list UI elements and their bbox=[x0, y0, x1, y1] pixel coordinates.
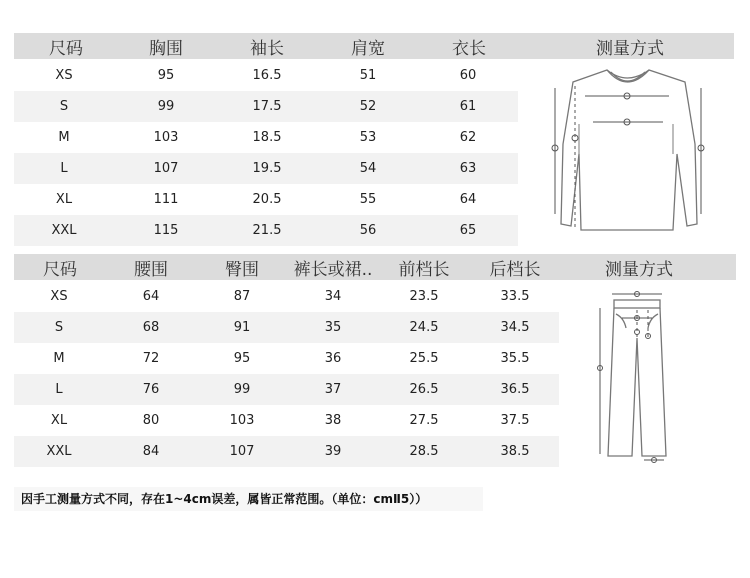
cell: 68 bbox=[142, 320, 160, 335]
table-row bbox=[14, 343, 559, 374]
cell: 91 bbox=[233, 320, 251, 335]
cell: 18.5 bbox=[252, 130, 282, 145]
cell: 107 bbox=[229, 444, 255, 459]
table-row bbox=[14, 374, 559, 405]
cell: S bbox=[54, 320, 64, 335]
cell: 99 bbox=[233, 382, 251, 397]
cell: 23.5 bbox=[409, 289, 439, 304]
cell: 36.5 bbox=[500, 382, 530, 397]
cell: 26.5 bbox=[409, 382, 439, 397]
cell: 72 bbox=[142, 351, 160, 366]
cell: M bbox=[58, 130, 70, 145]
table-row bbox=[14, 184, 518, 215]
table-row bbox=[14, 215, 518, 246]
top-header-sleeve: 袖长 bbox=[250, 38, 284, 59]
cell: 95 bbox=[157, 68, 175, 83]
cell: 34.5 bbox=[500, 320, 530, 335]
cell: 39 bbox=[324, 444, 342, 459]
cell: 63 bbox=[459, 161, 477, 176]
cell: S bbox=[59, 99, 69, 114]
cell: 80 bbox=[142, 413, 160, 428]
bottom-table-header bbox=[14, 254, 736, 280]
table-row bbox=[14, 436, 559, 467]
cell: 103 bbox=[153, 130, 179, 145]
cell: 61 bbox=[459, 99, 477, 114]
cell: XXL bbox=[51, 223, 77, 238]
cell: 20.5 bbox=[252, 192, 282, 207]
bottom-header-size: 尺码 bbox=[43, 259, 77, 280]
cell: 37 bbox=[324, 382, 342, 397]
top-header-length: 衣长 bbox=[452, 38, 486, 59]
cell: 16.5 bbox=[252, 68, 282, 83]
measurement-note bbox=[14, 487, 483, 511]
table-row bbox=[14, 60, 518, 91]
bottom-header-waist: 腰围 bbox=[134, 259, 168, 280]
cell: 54 bbox=[359, 161, 377, 176]
cell: XXL bbox=[46, 444, 72, 459]
top-table-header bbox=[14, 33, 734, 59]
table-row bbox=[14, 91, 518, 122]
cell: 103 bbox=[229, 413, 255, 428]
cell: 36 bbox=[324, 351, 342, 366]
cell: 34 bbox=[324, 289, 342, 304]
table-row bbox=[14, 312, 559, 343]
cell: 51 bbox=[359, 68, 377, 83]
cell: 38.5 bbox=[500, 444, 530, 459]
cell: 60 bbox=[459, 68, 477, 83]
table-row bbox=[14, 153, 518, 184]
cell: 38 bbox=[324, 413, 342, 428]
pants-measurement-diagram-icon bbox=[592, 288, 687, 466]
top-header-shoulder: 肩宽 bbox=[351, 38, 385, 59]
cell: 19.5 bbox=[252, 161, 282, 176]
shirt-measurement-diagram-icon bbox=[545, 64, 710, 236]
cell: 17.5 bbox=[252, 99, 282, 114]
bottom-header-back-rise: 后档长 bbox=[489, 259, 541, 280]
cell: 87 bbox=[233, 289, 251, 304]
top-header-measure: 测量方式 bbox=[596, 38, 664, 59]
cell: 65 bbox=[459, 223, 477, 238]
table-row bbox=[14, 122, 518, 153]
cell: 33.5 bbox=[500, 289, 530, 304]
cell: 56 bbox=[359, 223, 377, 238]
bottom-header-measure: 测量方式 bbox=[605, 259, 673, 280]
cell: 64 bbox=[459, 192, 477, 207]
cell: 111 bbox=[153, 192, 179, 207]
note-text: 因手工测量方式不同，存在1~4cm误差，属皆正常范围。（单位：cmⅡ5）） bbox=[21, 492, 428, 506]
cell: 53 bbox=[359, 130, 377, 145]
cell: 52 bbox=[359, 99, 377, 114]
bottom-header-front-rise: 前档长 bbox=[398, 259, 450, 280]
cell: 25.5 bbox=[409, 351, 439, 366]
cell: L bbox=[60, 161, 68, 176]
cell: 95 bbox=[233, 351, 251, 366]
cell: 64 bbox=[142, 289, 160, 304]
cell: 35 bbox=[324, 320, 342, 335]
cell: XS bbox=[50, 289, 68, 304]
table-row bbox=[14, 405, 559, 436]
table-row bbox=[14, 281, 559, 312]
top-header-size: 尺码 bbox=[49, 38, 83, 59]
bottom-header-length: 裤长或裙.. bbox=[293, 259, 373, 280]
cell: 27.5 bbox=[409, 413, 439, 428]
cell: 55 bbox=[359, 192, 377, 207]
cell: 35.5 bbox=[500, 351, 530, 366]
cell: 28.5 bbox=[409, 444, 439, 459]
cell: XL bbox=[50, 413, 68, 428]
cell: M bbox=[53, 351, 65, 366]
cell: XL bbox=[55, 192, 73, 207]
cell: 76 bbox=[142, 382, 160, 397]
cell: 107 bbox=[153, 161, 179, 176]
cell: 99 bbox=[157, 99, 175, 114]
cell: XS bbox=[55, 68, 73, 83]
cell: 62 bbox=[459, 130, 477, 145]
bottom-header-hip: 臀围 bbox=[225, 259, 259, 280]
cell: 21.5 bbox=[252, 223, 282, 238]
cell: 24.5 bbox=[409, 320, 439, 335]
cell: 115 bbox=[153, 223, 179, 238]
cell: 84 bbox=[142, 444, 160, 459]
cell: 37.5 bbox=[500, 413, 530, 428]
top-header-chest: 胸围 bbox=[149, 38, 183, 59]
cell: L bbox=[55, 382, 63, 397]
